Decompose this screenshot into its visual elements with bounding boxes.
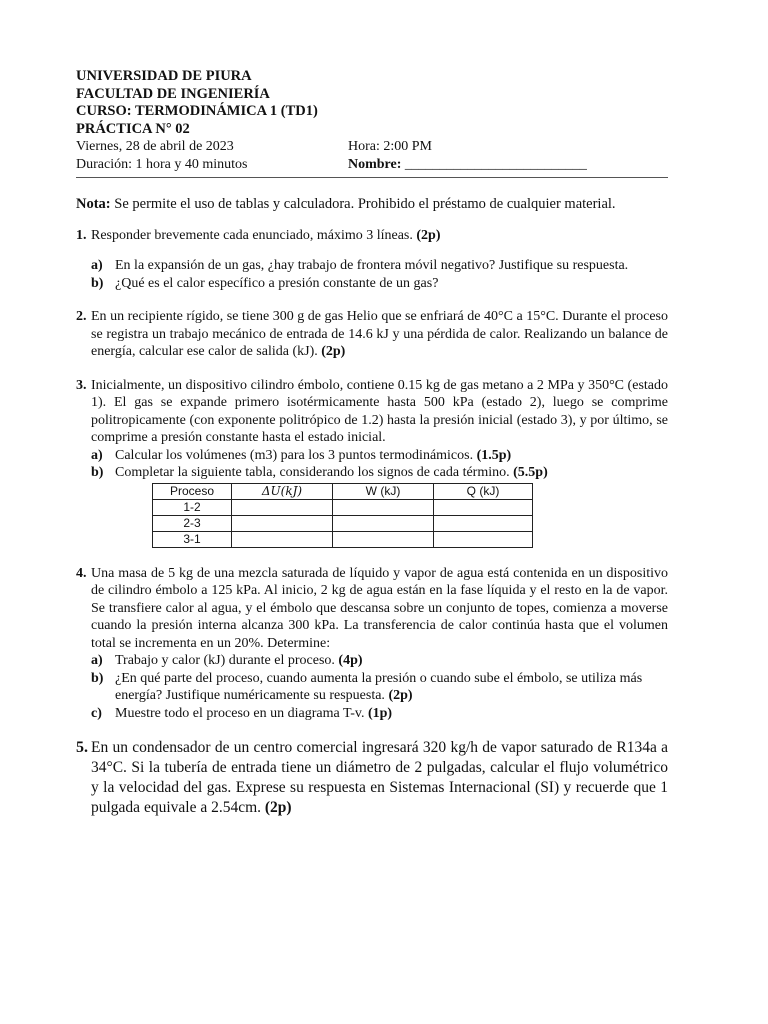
table-cell: 1-2 xyxy=(153,499,232,515)
course-title: CURSO: TERMODINÁMICA 1 (TD1) xyxy=(76,103,318,119)
question-4a-points: (4p) xyxy=(338,653,363,668)
exam-time: Hora: 2:00 PM xyxy=(348,139,432,154)
note xyxy=(76,196,668,214)
question-2-text: En un recipiente rígido, se tiene 300 g de gas Helio que se enfriará de 40°C a 15°C. Durante el proceso se registra un trabajo mecánico de entrada de 14.6 kJ y una pérdida de calor. Realizando un balance de energía, calcular ese calor de salida (kJ). xyxy=(91,309,668,359)
question-3a-label: a) xyxy=(91,447,103,463)
note-text: Se permite el uso de tablas y calculadora. Prohibido el préstamo de cualquier material. xyxy=(110,196,616,212)
question-4c xyxy=(76,705,668,723)
question-4b-text: ¿En qué parte del proceso, cuando aumenta la presión o cuando sube el émbolo, se utiliza más energía? Justifique numéricamente su respuesta. xyxy=(115,670,643,703)
practice-number: PRÁCTICA N° 02 xyxy=(76,120,190,137)
question-3a-points: (1.5p) xyxy=(476,447,512,463)
table-cell[interactable] xyxy=(434,499,533,515)
question-1-number: 1. xyxy=(76,227,87,243)
table-header-q: Q (kJ) xyxy=(434,483,533,499)
question-5-number: 5. xyxy=(76,739,88,756)
name-field xyxy=(348,156,587,174)
question-4b-label: b) xyxy=(91,670,104,686)
question-3-text: Inicialmente, un dispositivo cilindro émbolo, contiene 0.15 kg de gas metano a 2 MPa y 350°C (estado 1). El gas se expande primero isotérmicamente hasta 500 kPa (estado 2), luego se comprime politropicamente (con exponente politrópico de 1.2) hasta la presión inicial (estado 3), y por último, se comprime a presión constante hasta el estado inicial. xyxy=(91,377,668,445)
question-3 xyxy=(76,377,668,447)
question-1b-text: ¿Qué es el calor específico a presión constante de un gas? xyxy=(115,275,439,291)
question-1a xyxy=(76,257,668,275)
university-name: UNIVERSIDAD DE PIURA xyxy=(76,68,252,84)
question-4b-points: (2p) xyxy=(388,688,413,703)
table-row xyxy=(153,531,533,547)
question-4 xyxy=(76,565,668,653)
question-3b-points: (5.5p) xyxy=(513,465,548,480)
question-4c-text: Muestre todo el proceso en un diagrama T-v. xyxy=(115,705,368,721)
question-3a-text: Calcular los volúmenes (m3) para los 3 puntos termodinámicos. xyxy=(115,447,477,463)
header-divider xyxy=(76,177,668,178)
question-5-points: (2p) xyxy=(264,799,292,816)
question-4-number: 4. xyxy=(76,565,87,581)
question-3b-text: Completar la siguiente tabla, considerando los signos de cada término. xyxy=(115,465,514,480)
name-blank: __________________________ xyxy=(404,156,587,172)
table-cell[interactable] xyxy=(333,531,434,547)
table-cell: 3-1 xyxy=(153,531,232,547)
question-1-points: (2p) xyxy=(416,227,441,243)
question-5 xyxy=(76,738,668,818)
table-cell[interactable] xyxy=(333,499,434,515)
question-1a-text: En la expansión de un gas, ¿hay trabajo de frontera móvil negativo? Justifique su respuesta. xyxy=(115,258,629,273)
question-4a xyxy=(76,652,668,670)
table-row xyxy=(153,515,533,531)
table-cell[interactable] xyxy=(434,515,533,531)
duration-name-row xyxy=(76,156,668,174)
question-4a-text: Trabajo y calor (kJ) durante el proceso. xyxy=(115,653,339,668)
question-3b-label: b) xyxy=(91,465,104,480)
table-header-row xyxy=(153,483,533,499)
table-cell[interactable] xyxy=(333,515,434,531)
question-4c-points: (1p) xyxy=(367,705,393,721)
exam-date: Viernes, 28 de abril de 2023 xyxy=(76,139,234,154)
question-2-number: 2. xyxy=(76,309,87,324)
table-cell[interactable] xyxy=(232,515,333,531)
question-4a-label: a) xyxy=(91,653,103,668)
table-cell[interactable] xyxy=(434,531,533,547)
question-1b-label: b) xyxy=(91,275,104,291)
question-3a xyxy=(76,447,668,465)
question-1-text: Responder brevemente cada enunciado, máximo 3 líneas. xyxy=(91,227,417,243)
name-label: Nombre: xyxy=(348,156,402,172)
energy-table xyxy=(152,483,533,548)
table-cell[interactable] xyxy=(232,499,333,515)
question-1 xyxy=(76,227,668,245)
faculty-name: FACULTAD DE INGENIERÍA xyxy=(76,85,270,102)
table-header-w: W (kJ) xyxy=(333,483,434,499)
table-cell: 2-3 xyxy=(153,515,232,531)
date-time-row xyxy=(76,138,668,156)
question-2-points: (2p) xyxy=(321,344,346,359)
question-3-number: 3. xyxy=(76,377,87,393)
note-label: Nota: xyxy=(76,196,111,212)
exam-page xyxy=(76,68,668,818)
table-row xyxy=(153,499,533,515)
question-5-text: En un condensador de un centro comercial ingresará 320 kg/h de vapor saturado de R134a a 34°C. Si la tubería de entrada tiene un diámetro de 2 pulgadas, calcular el flujo volumétrico y la velocidad del gas. Exprese su respuesta en Sistemas Internacional (SI) y recuerde que 1 pulgada equivale a 2.54cm. xyxy=(91,739,668,816)
question-2 xyxy=(76,308,668,361)
question-4-text: Una masa de 5 kg de una mezcla saturada de líquido y vapor de agua está contenida en un dispositivo de cilindro émbolo a 125 kPa. Al inicio, 2 kg de agua están en la fase líquida y el resto en la de vapor. Se transfiere calor al agua, y el émbolo que descansa sobre un conjunto de topes, comienza a moverse cuando la presión interna alcanza 300 kPa. La transferencia de calor continúa hasta que el volumen total se incrementa en un 20%. Determine: xyxy=(91,565,668,651)
question-4b xyxy=(76,670,668,705)
question-1a-label: a) xyxy=(91,258,103,273)
question-1b xyxy=(76,275,668,293)
table-header-proceso: Proceso xyxy=(153,483,232,499)
exam-duration: Duración: 1 hora y 40 minutos xyxy=(76,156,248,172)
table-header-delta-u: ΔU(kJ) xyxy=(232,483,333,499)
question-3b xyxy=(76,464,668,482)
question-4c-label: c) xyxy=(91,705,102,721)
table-cell[interactable] xyxy=(232,531,333,547)
